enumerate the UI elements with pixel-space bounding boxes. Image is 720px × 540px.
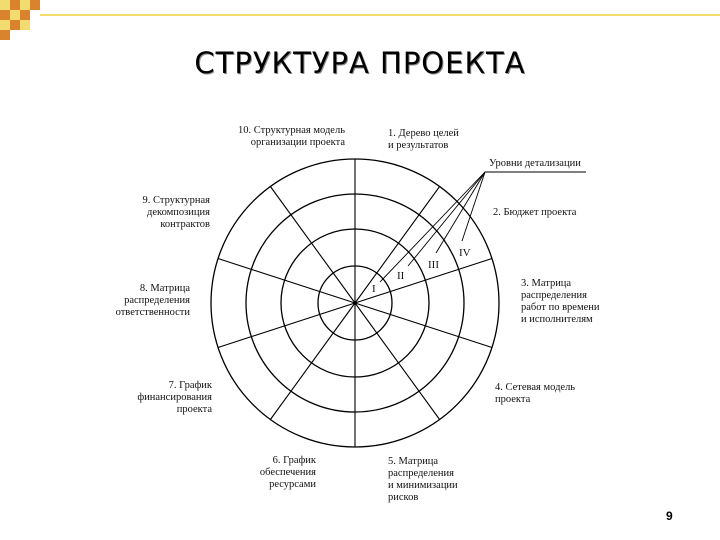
segment-label-4: 4. Сетевая модель проекта xyxy=(495,382,576,405)
level-marker-III: III xyxy=(428,259,439,271)
segment-label-5: 5. Матрица распределения и минимизации рисков xyxy=(388,456,458,503)
level-marker-I: I xyxy=(372,283,376,295)
segment-divider xyxy=(218,259,355,304)
segment-label-8: 8. Матрица распределения ответственности xyxy=(115,283,190,318)
pointer-line xyxy=(436,172,485,253)
slide-title: СТРУКТУРА ПРОЕКТА xyxy=(194,46,526,80)
segment-label-2: 2. Бюджет проекта xyxy=(493,207,577,218)
page-number: 9 xyxy=(666,509,673,523)
pointer-line xyxy=(462,172,485,241)
segment-dividers xyxy=(218,159,492,447)
segment-divider xyxy=(218,303,355,348)
segment-label-9: 9. Структурная декомпозиция контрактов xyxy=(142,195,210,230)
segment-divider xyxy=(355,259,492,304)
pointer-line xyxy=(408,172,485,266)
segment-label-3: 3. Матрица распределения работ по времени и исполнителям xyxy=(521,278,600,325)
segment-divider xyxy=(355,303,492,348)
segment-label-1: 1. Дерево целей и результатов xyxy=(388,128,459,151)
segment-label-7: 7. График финансирования проекта xyxy=(137,380,212,415)
level-marker-IV: IV xyxy=(459,247,471,259)
segment-label-6: 6. График обеспечения ресурсами xyxy=(259,455,316,490)
segment-label-10: 10. Структурная модель организации проекта xyxy=(238,125,345,148)
level-marker-II: II xyxy=(397,270,405,282)
level-pointer-lines xyxy=(380,172,586,282)
levels-of-detail-label: Уровни детализации xyxy=(489,158,581,169)
